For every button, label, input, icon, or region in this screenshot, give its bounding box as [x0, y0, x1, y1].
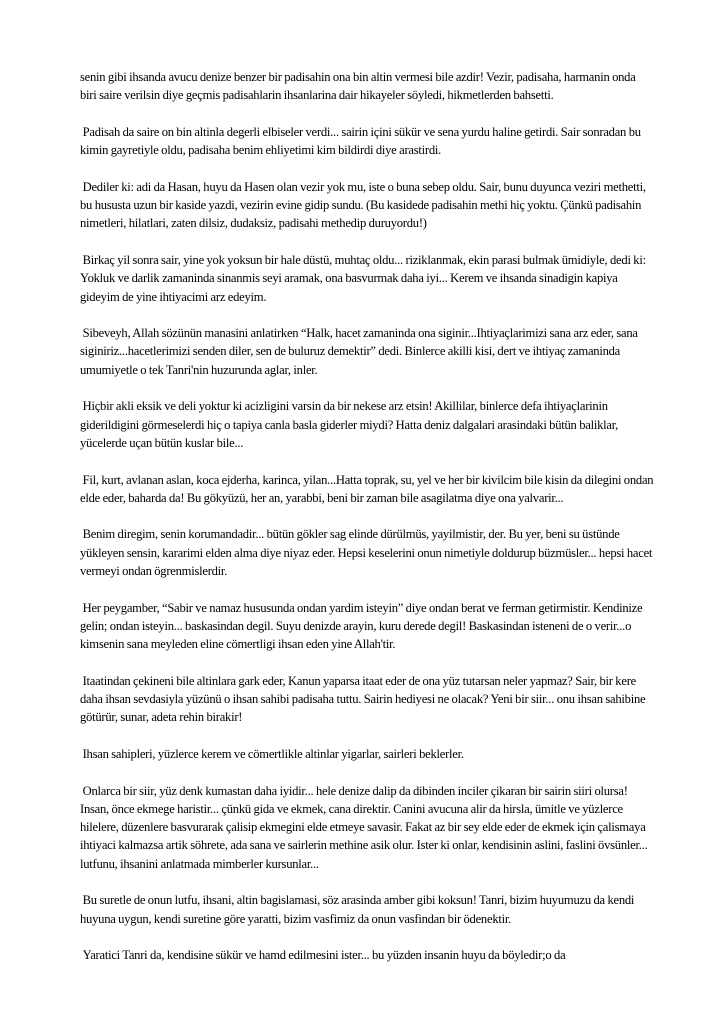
paragraph: Yaratici Tanri da, kendisine sükür ve hamd edilmesini ister... bu yüzden insanin huyu da böyledir;o da [80, 948, 566, 963]
paragraph: Onlarca bir siir, yüz denk kumastan daha iyidir... hele denize dalip da dibinden inciler çikaran bir sairin siiri olursa! Insan, önce ekmege haristir... çünkü gida ve ekmek, cana direktir. Canini avucuna alir da hirsla, ümitle ve yüzlerce hilelere, düzenlere basvurarak çalisip ekmegini elde etmeye savasir. Fakat az bir sey elde eder de ekmek için çalismaya ihtiyaci kalmazsa artik söhrete, ada sana ve sairlerin methine asik olur. Ister ki onlar, kendisinin aslini, faslini övsünler... lutfunu, ihsanini anlatmada mimberler kursunlar... [80, 783, 651, 871]
paragraph: Benim diregim, senin korumandadir... bütün gökler sag elinde dürülmüs, yayilmistir, der. Bu yer, beni su üstünde yükleyen sensin, kararimi elden alma diye niyaz eder. Hepsi keselerini onun nimetiyle doldurup büzmüsler... hepsi hacet vermeyi ondan ögrenmislerdir. [80, 527, 655, 579]
paragraph: Her peygamber, “Sabir ve namaz hususunda ondan yardim isteyin” diye ondan berat ve ferman getirmistir. Kendinize gelin; ondan isteyin... baskasindan degil. Suyu denizde arayin, kuru derede degil! Baskasindan isteneni de o verir...o kimsenin sana meyleden eline cömertligi ihsan eden yine Allah'tir. [80, 600, 645, 652]
paragraph: Itaatindan çekineni bile altinlara gark eder, Kanun yaparsa itaat eder de ona yüz tutarsan neler yapmaz? Sair, bir kere daha ihsan sevdasiyla yüzünü o ihsan sahibi padisaha tuttu. Sairin hediyesi ne olacak? Yeni bir siir... onu ihsan sahibine götürür, sunar, adeta rehin birakir! [80, 673, 648, 725]
paragraph: Fil, kurt, avlanan aslan, koca ejderha, karinca, yilan...Hatta toprak, su, yel ve her bir kivilcim bile kisin da dilegini ondan elde eder, baharda da! Bu gökyüzü, her an, yarabbi, beni bir zaman bile asagilatma diye ona yalvarir... [80, 472, 656, 505]
paragraph: Padisah da saire on bin altinla degerli elbiseler verdi... sairin içini sükür ve sena yurdu haline getirdi. Sair sonradan bu kimin gayretiyle oldu, padisaha benim ehliyetimi kim bildirdi diye arastirdi. [80, 124, 644, 158]
paragraph: Ihsan sahipleri, yüzlerce kerem ve cömertlikle altinlar yigarlar, sairleri beklerler. [80, 746, 464, 761]
paragraph: Sibeveyh, Allah sözünün manasini anlatirken “Halk, hacet zamaninda ona siginir...Ihtiyaçlarimizi sana arz eder, sana siginiriz...hacetlerimizi senden diler, sen de buluruz demektir” dedi. Binlerce akilli kisi, dert ve ihtiyaç zamaninda umumiyetle o tek Tanri'nin huzurunda aglar, inler. [80, 326, 641, 377]
paragraph: Birkaç yil sonra sair, yine yok yoksun bir hale düstü, muhtaç oldu... riziklanmak, ekin parasi bulmak ümidiyle, dedi ki: Yokluk ve darlik zamaninda sinanmis seyi aramak, ona basvurmak daha iyi... Kerem ve ihsanda sinadigin kapiya gideyim de yine ihtiyacimi arz edeyim. [80, 252, 648, 304]
paragraph: Dediler ki: adi da Hasan, huyu da Hasen olan vezir yok mu, iste o buna sebep oldu. Sair, bunu duyunca veziri methetti, bu hususta uzun bir kaside yazdi, vezirin evine gidip sundu. (Bu kasidede padisahin methi hiç yoktu. Çünkü padisahin nimetleri, hilatlari, zaten dilsiz, dudaksiz, padisahi methedip duruyordu!) [80, 179, 649, 231]
paragraph: Bu suretle de onun lutfu, ihsani, altin bagislamasi, söz arasinda amber gibi koksun! Tanri, bizim huyumuzu da kendi huyuna uygun, kendi suretine göre yaratti, bizim vasfimiz da onun vasfindan bir ödenektir. [80, 893, 637, 926]
paragraph: Hiçbir akli eksik ve deli yoktur ki acizligini varsin da bir nekese arz etsin! Akillilar, binlerce defa ihtiyaçlarinin giderildigini görmeselerdi hiç o tapiya canla basla giderler miydi? Hatta deniz dalgalari arasindaki bütün baliklar, yücelerde uçan bütün kuslar bile... [80, 399, 621, 450]
paragraph: senin gibi ihsanda avucu denize benzer bir padisahin ona bin altin vermesi bile azdir! Vezir, padisaha, harmanin onda biri saire verilsin diye geçmis padisahlarin ihsanlarina dair hikayeler söyledi, hikmetlerden bahsetti. [80, 70, 639, 103]
document-body [80, 68, 654, 965]
